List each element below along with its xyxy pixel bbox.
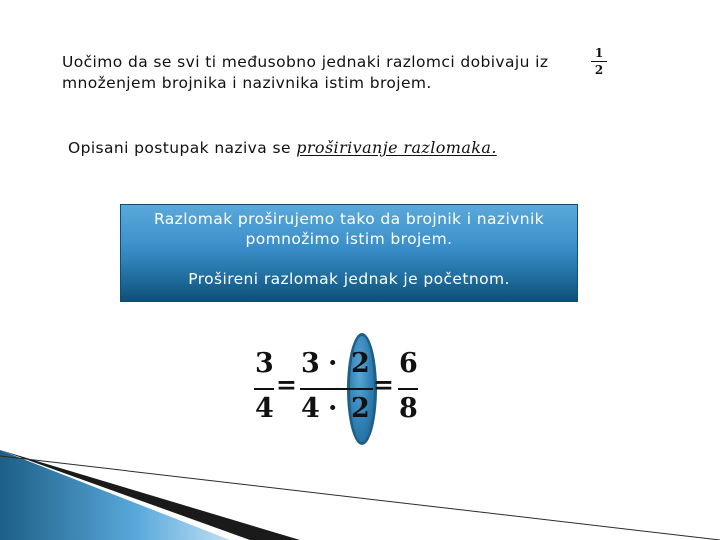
fraction-bar: [591, 61, 607, 62]
rule-line-3: Prošireni razlomak jednak je početnom.: [188, 270, 510, 288]
fraction-one-half: [591, 46, 607, 77]
rule-line-1: Razlomak proširujemo tako da brojnik i nazivnik: [153, 210, 545, 228]
lhs-fraction-bar: [254, 388, 274, 390]
process-term: proširivanje razlomaka.: [296, 138, 497, 157]
corner-decoration: [0, 450, 720, 540]
middle-fraction-bar: [300, 388, 373, 390]
rule-box: [120, 204, 578, 302]
fraction-numerator: 1: [594, 46, 604, 60]
rhs-denominator: 8: [399, 393, 418, 424]
rhs-fraction-bar: [398, 388, 418, 390]
middle-denominator-2: 2: [351, 393, 370, 424]
rule-line-2: pomnožimo istim brojem.: [245, 230, 453, 248]
multiply-dot-top: ·: [328, 348, 338, 379]
middle-numerator-3: 3: [301, 348, 320, 379]
intro-line-2: množenjem brojnika i nazivnika istim brojem.: [62, 74, 432, 92]
multiply-dot-bottom: ·: [328, 393, 338, 424]
intro-text: [62, 52, 592, 94]
decoration-blue-wedge: [0, 450, 230, 540]
process-prefix: Opisani postupak naziva se: [68, 139, 297, 157]
lhs-denominator: 4: [255, 393, 274, 424]
fraction-equation: [252, 348, 424, 430]
middle-numerator-2: 2: [351, 348, 370, 379]
process-statement: [68, 138, 497, 157]
equals-sign-1: =: [276, 370, 297, 399]
fraction-denominator: 2: [594, 63, 604, 77]
intro-line-1: Uočimo da se svi ti međusobno jednaki razlomci dobivaju iz: [62, 53, 549, 71]
rhs-numerator: 6: [399, 348, 418, 379]
middle-denominator-4: 4: [301, 393, 320, 424]
equals-sign-2: =: [373, 370, 394, 399]
lhs-numerator: 3: [255, 348, 274, 379]
